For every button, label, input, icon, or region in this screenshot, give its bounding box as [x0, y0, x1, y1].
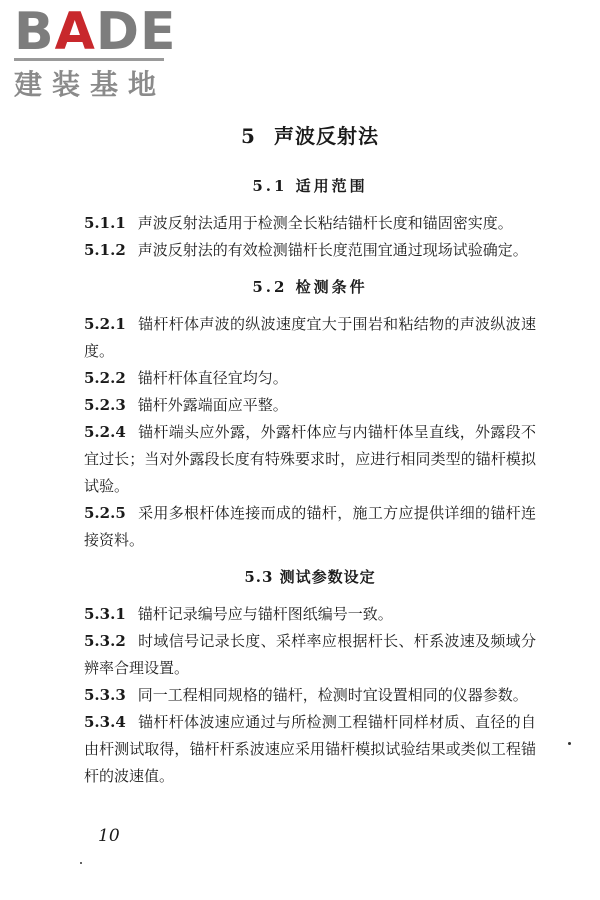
clause-number: 5.3.2 — [84, 632, 126, 650]
clause-text: 时域信号记录长度、采样率应根据杆长、杆系波速及频域分辨率合理设置。 — [84, 632, 536, 677]
clause-text: 采用多根杆体连接而成的锚杆，施工方应提供详细的锚杆连接资料。 — [84, 504, 536, 549]
clause-5-1-2 — [84, 237, 536, 264]
clause-text: 锚杆杆体直径宜均匀。 — [137, 369, 288, 387]
clause-number: 5.2.4 — [84, 423, 126, 441]
clause-text: 锚杆杆体波速应通过与所检测工程锚杆同样材质、直径的自由杆测试取得，锚杆杆系波速应采用锚杆模拟试验结果或类似工程锚杆的波速值。 — [84, 713, 536, 785]
logo-accent-letter: A — [54, 2, 96, 62]
clause-number: 5.2.3 — [84, 396, 126, 414]
chapter-title-text: 声波反射法 — [273, 124, 379, 148]
chapter-number: 5 — [241, 124, 256, 148]
clause-text: 锚杆记录编号应与锚杆图纸编号一致。 — [137, 605, 393, 623]
section-heading-5-3: 5.3 测试参数设定 — [244, 568, 376, 586]
clause-5-3-2 — [84, 628, 536, 682]
clause-text: 锚杆外露端面应平整。 — [137, 396, 288, 414]
clause-text: 声波反射法的有效检测锚杆长度范围宜通过现场试验确定。 — [137, 241, 528, 259]
clause-5-3-4 — [84, 709, 536, 790]
clause-5-3-1 — [84, 601, 536, 628]
clause-number: 5.2.2 — [84, 369, 126, 387]
clause-text: 锚杆端头应外露，外露杆体应与内锚杆体呈直线，外露段不宜过长；当对外露段长度有特殊要求时，应进行相同类型的锚杆模拟试验。 — [84, 423, 536, 495]
clause-5-2-5 — [84, 500, 536, 554]
clause-text: 锚杆杆体声波的纵波速度宜大于围岩和粘结物的声波纵波速度。 — [84, 315, 536, 360]
clause-text: 声波反射法适用于检测全长粘结锚杆长度和锚固密实度。 — [137, 214, 513, 232]
scan-speck — [568, 742, 571, 745]
chapter-title — [84, 120, 536, 149]
clause-number: 5.3.3 — [84, 686, 126, 704]
clause-number: 5.2.1 — [84, 315, 126, 333]
clause-5-3-3 — [84, 682, 536, 709]
clause-5-2-3 — [84, 392, 536, 419]
section-heading-5-2: 5.2 检测条件 — [252, 278, 368, 296]
document-body — [84, 120, 536, 790]
clause-text: 同一工程相同规格的锚杆，检测时宜设置相同的仪器参数。 — [137, 686, 528, 704]
clause-5-1-1 — [84, 210, 536, 237]
clause-5-2-1 — [84, 311, 536, 365]
bade-logo — [14, 2, 177, 103]
clause-number: 5.1.1 — [84, 214, 126, 232]
logo-subtitle: 建装基地 — [14, 68, 167, 101]
clause-number: 5.1.2 — [84, 241, 126, 259]
scan-speck — [80, 862, 82, 864]
logo-wordmark: BADE — [14, 2, 177, 62]
clause-number: 5.3.4 — [84, 713, 126, 731]
page-number: 10 — [98, 826, 120, 846]
section-heading-5-1: 5.1 适用范围 — [252, 177, 368, 195]
clause-5-2-4 — [84, 419, 536, 500]
clause-number: 5.3.1 — [84, 605, 126, 623]
clause-number: 5.2.5 — [84, 504, 126, 522]
clause-5-2-2 — [84, 365, 536, 392]
